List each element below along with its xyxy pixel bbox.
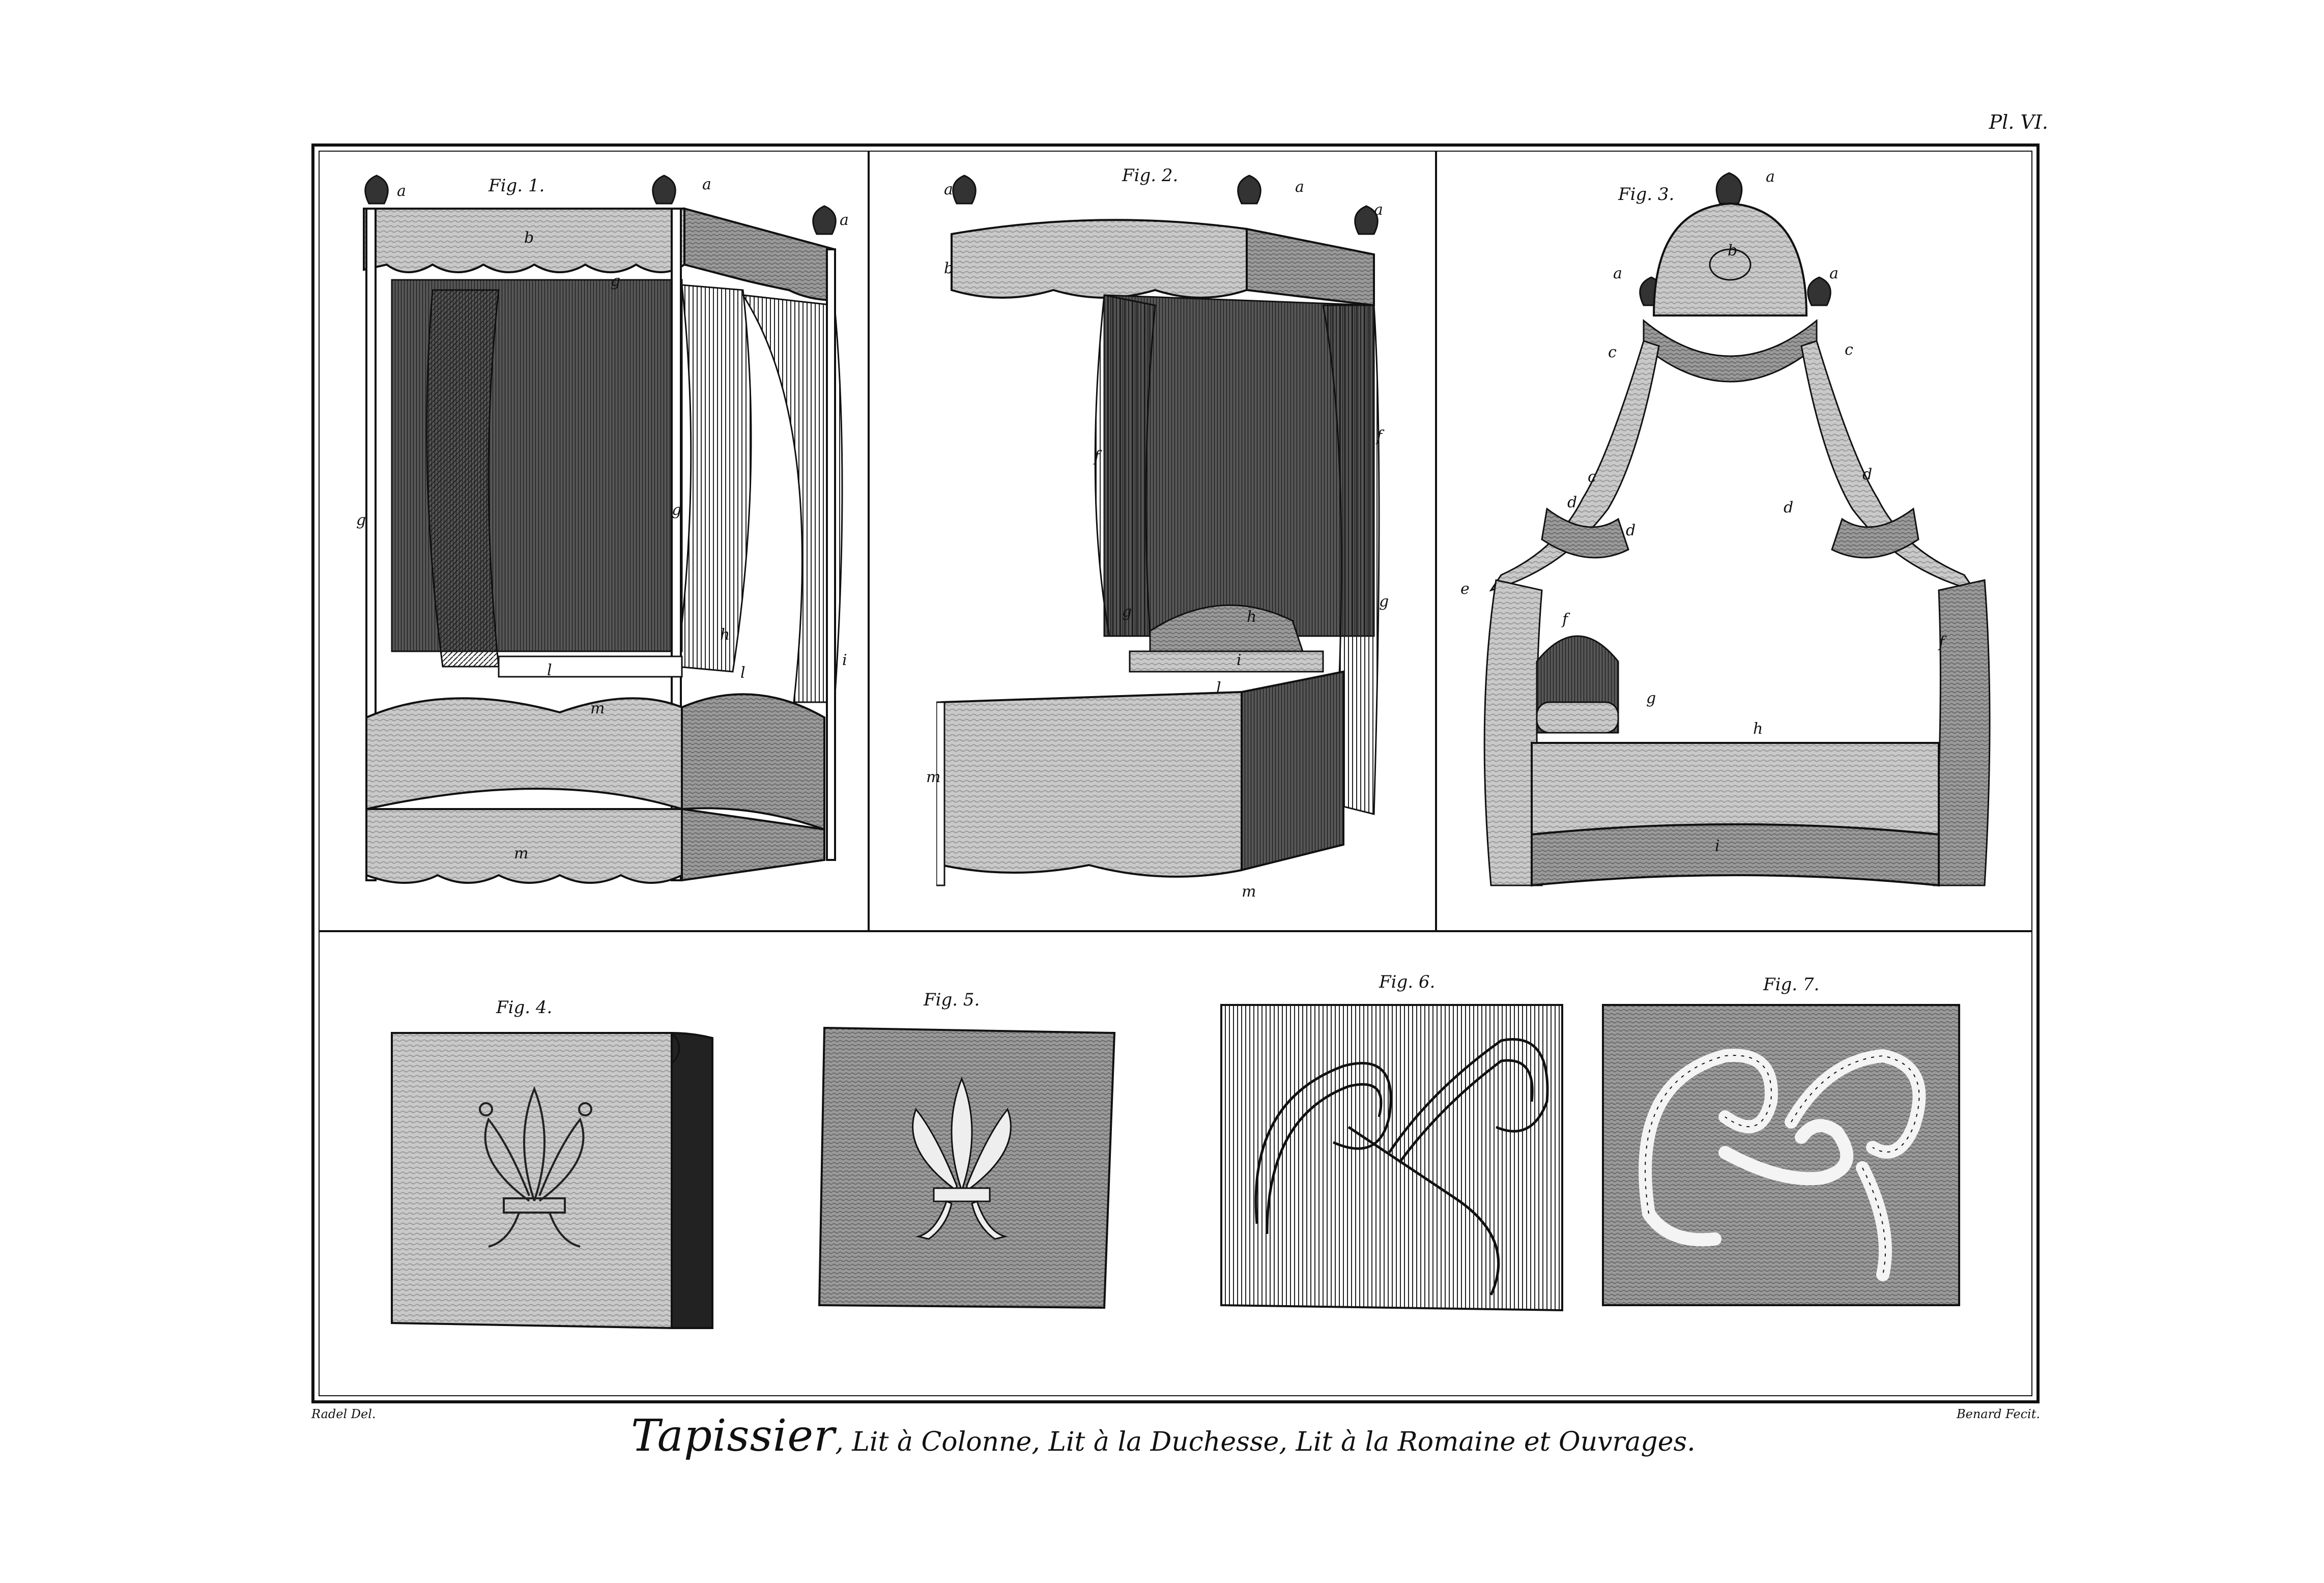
fig2-letter-f-1: f (1094, 448, 1100, 466)
fig1-letter-a-1: a (397, 182, 406, 200)
fig3-letter-c-2: c (1845, 341, 1853, 359)
fig2-letter-m-2: m (1242, 883, 1256, 901)
fig3-letter-d-4: d (1862, 466, 1873, 483)
column-divider-1 (868, 151, 870, 931)
plate-number: Pl. VI. (1989, 111, 2048, 133)
fig5-fleur-de-lis-fabric-illustration (814, 1023, 1120, 1313)
fig2-letter-i: i (1237, 651, 1242, 669)
fig2-letter-a-2: a (1295, 178, 1304, 196)
fig1-letter-a-2: a (702, 176, 711, 193)
fig1-letter-h: h (720, 626, 730, 644)
fig3-letter-a-1: a (1766, 168, 1775, 186)
fig3-letter-g: g (1646, 689, 1656, 707)
fig2-letter-h: h (1247, 608, 1257, 626)
fig7-label: Fig. 7. (1763, 974, 1820, 995)
fig2-letter-a-3: a (1374, 201, 1383, 219)
fig1-letter-g-1: g (611, 272, 621, 290)
fig2-duchesse-bed-illustration (936, 163, 1394, 916)
fig4-fleur-de-lis-fabric-illustration (387, 1028, 723, 1333)
fig3-letter-b: b (1728, 242, 1738, 260)
fig2-letter-g-1: g (1122, 603, 1132, 621)
fig7-scroll-pattern-fabric-illustration (1598, 1000, 1964, 1310)
fig3-letter-a-3: a (1829, 265, 1839, 282)
fig3-letter-f-2: f (1939, 634, 1945, 651)
fig3-letter-d-3: d (1784, 499, 1794, 516)
fig1-letter-m-1: m (590, 700, 605, 717)
fig3-letter-d-1: d (1567, 494, 1577, 511)
caption-subtitle: , Lit à Colonne, Lit à la Duchesse, Lit à la Romaine et Ouvrages. (835, 1427, 1696, 1457)
fig3-letter-a-2: a (1613, 265, 1622, 282)
fig2-letter-l: l (1216, 679, 1221, 697)
caption-title: Tapissier (631, 1411, 836, 1461)
row-divider (319, 930, 2032, 932)
fig6-label: Fig. 6. (1379, 972, 1436, 992)
fig3-letter-f-1: f (1562, 611, 1568, 628)
fig2-letter-b: b (944, 260, 954, 277)
fig1-letter-b: b (524, 229, 534, 247)
fig1-letter-l-1: l (547, 661, 552, 679)
fig3-letter-i: i (1715, 837, 1720, 855)
plate-caption (631, 1411, 1700, 1461)
fig3-label: Fig. 3. (1618, 184, 1675, 205)
fig1-four-poster-bed-illustration (346, 168, 855, 921)
fig2-letter-a-1: a (944, 181, 953, 198)
fig1-letter-m-2: m (514, 845, 529, 862)
draftsman-credit: Radel Del. (311, 1407, 376, 1421)
fig1-letter-g-3: g (672, 501, 682, 519)
fig3-letter-c-3: c (1588, 468, 1596, 486)
fig1-letter-g-2: g (356, 511, 366, 529)
fig1-letter-a-3: a (840, 211, 849, 229)
fig2-label: Fig. 2. (1122, 165, 1179, 186)
fig2-letter-g-2: g (1379, 593, 1389, 611)
fig2-letter-f-2: f (1376, 427, 1383, 445)
fig4-label: Fig. 4. (496, 997, 553, 1018)
fig1-letter-l-2: l (740, 664, 745, 682)
fig6-scroll-pattern-fabric-illustration (1216, 1000, 1567, 1315)
fig3-letter-d-2: d (1626, 522, 1636, 539)
fig3-letter-c-1: c (1608, 343, 1617, 361)
fig1-letter-i: i (842, 651, 847, 669)
engraver-credit: Benard Fecit. (1957, 1407, 2041, 1421)
fig3-romaine-bed-illustration (1455, 153, 2025, 916)
fig3-letter-h: h (1753, 720, 1763, 738)
fig2-letter-m-1: m (926, 768, 941, 786)
column-divider-2 (1435, 151, 1437, 931)
fig5-label: Fig. 5. (924, 990, 980, 1010)
fig1-label: Fig. 1. (489, 176, 545, 196)
fig3-letter-e: e (1460, 580, 1470, 598)
